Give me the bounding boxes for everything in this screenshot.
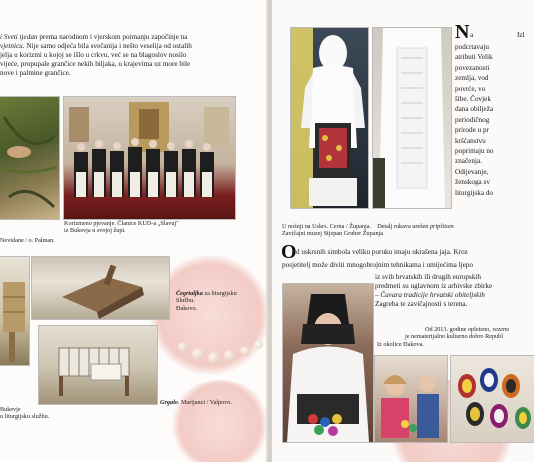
cegrtaljka-caption-text: Đakovo. — [176, 304, 198, 312]
costume-photo — [290, 27, 369, 209]
palms-caption: Nevidane / o. Palman. — [0, 237, 55, 244]
sleeve-detail-illustration — [373, 28, 451, 208]
eggs-caption-text: Od 2013. godine opleteno, — [425, 326, 491, 333]
costume-caption — [282, 223, 534, 238]
dropcap-n: N — [455, 21, 470, 43]
grgalo-caption-text: . Marijanci / Valpovo. — [177, 399, 232, 406]
intro-paragraph — [0, 33, 262, 78]
decorative-bead — [224, 350, 235, 361]
column-line: prirode u pr — [455, 126, 489, 135]
intro-italic: i Sveti tjedan — [0, 33, 38, 41]
decorated-eggs-illustration — [451, 356, 534, 442]
intro-text: prema narodnom i vjerskom poimanju započinje na — [37, 33, 188, 41]
decorative-bead — [208, 352, 220, 364]
column-line: poprimaju no — [455, 147, 494, 156]
column-line: ženskoga sv — [455, 178, 490, 187]
costume-caption-text: Zavičajni muzej Stjepan Gruber Županja — [282, 230, 384, 238]
column-line: dana obilježa — [455, 105, 494, 114]
cegrtaljka-caption — [176, 290, 268, 312]
eggs-paragraph-line: Zagreba te zavičajnosti s terena. — [375, 300, 468, 308]
bukevje-caption-line: u liturgijsku službu. — [0, 413, 50, 421]
cegrtaljka-illustration — [32, 257, 169, 319]
eggs-caption-italic: vezeno — [490, 326, 510, 333]
right-column-text — [455, 42, 534, 198]
costume-caption-text: Detalj rukava urešen — [377, 223, 429, 230]
woman-decorating-eggs-photo — [282, 283, 374, 443]
decorative-flower — [170, 380, 268, 462]
costume-illustration — [291, 28, 368, 208]
eggs-caption-text: Iz okolice Đakova. — [377, 340, 424, 348]
children-illustration — [375, 356, 447, 442]
choir-caption-line: iz Bukevja u svojoj župi. — [64, 227, 126, 235]
column-line: liturgijska do — [455, 188, 494, 197]
grgalo-caption-title: Grgalo — [160, 399, 178, 406]
eggs-paragraph-line: – Čuvara tradicije hrvatski obiteljskih — [375, 291, 485, 299]
intro-text: vijeće, propupale grančice nekih biljaka, u krajevima uz more bile — [0, 60, 191, 68]
eggs-paragraph-line: predmeti su uglavnom iz arhivske zbirke — [375, 282, 493, 290]
children-photo — [374, 355, 448, 443]
bukevje-caption-line: Bukevje — [0, 406, 21, 413]
intro-text: . Nije samo odjeća bila svečanija i nešto veselija od ostalih — [22, 42, 192, 50]
decorated-eggs-photo — [450, 355, 534, 443]
intro-italic: vjetnicu — [0, 42, 23, 50]
eggs-caption-text: je nematerijalno kulturno dobro Republ — [405, 333, 503, 341]
decorative-bead — [240, 346, 250, 356]
decorative-bead — [254, 340, 263, 349]
palm-branches-photo — [0, 96, 60, 220]
column-line: atributi Velik — [455, 53, 493, 62]
choir-caption-line: Korizmeno pjevanje. Članice KUD-a „Slavuj" — [64, 220, 179, 227]
grgalo-photo — [38, 325, 158, 405]
wooden-object-photo — [0, 256, 30, 366]
choir-illustration — [64, 97, 235, 219]
column-word: a — [470, 31, 474, 39]
intro-text: nove i palmine grančice. — [0, 69, 71, 77]
sleeve-detail-photo — [372, 27, 452, 209]
column-word: Izl — [517, 31, 525, 39]
eggs-paragraph-line: d uskrsnih simbola veliku poruku imaju ukrašena jaja. Kroz — [296, 248, 468, 256]
column-line: podcrtavaju — [455, 43, 489, 51]
costume-caption-italic: pripšitom — [429, 223, 454, 230]
bukevje-caption — [0, 406, 80, 421]
cegrtaljka-photo — [31, 256, 170, 320]
decorative-bead — [192, 348, 204, 360]
column-line: Odijevanje, — [455, 167, 489, 176]
column-line: kršćanstvu — [455, 136, 486, 145]
woman-illustration — [283, 284, 373, 442]
column-line: šibe. Čovjek — [455, 95, 491, 104]
decorative-bead — [178, 342, 188, 352]
column-line: povezanosti — [455, 63, 490, 72]
eggs-paragraph-continued — [375, 273, 534, 309]
palm-leaves-illustration — [0, 97, 59, 219]
column-line: značenja. — [455, 157, 482, 166]
cegrtaljka-caption-title: Čegrtaljka — [176, 290, 203, 297]
eggs-paragraph-line: posjetitelj može diviti mnogobrojnim tehnikama i umijećima ljepo — [282, 261, 474, 269]
right-page — [272, 0, 534, 462]
wooden-rattle-illustration — [0, 257, 29, 365]
choir-photo — [63, 96, 236, 220]
intro-text: jelja u korizmi u kojoj se išlo u crkvu, već se na blagoslov nosilo — [0, 51, 187, 59]
cegrtaljka-caption-text: za liturgijsku — [202, 290, 237, 297]
eggs-paragraph-line: iz svih hrvatskih ili drugih europskih — [375, 273, 482, 281]
column-line: periodičnog — [455, 115, 490, 124]
dropcap-o: O — [281, 241, 297, 263]
grgalo-illustration — [39, 326, 157, 404]
column-line: zemlja, vod — [455, 74, 489, 83]
choir-caption — [64, 220, 234, 235]
eggs-caption — [377, 326, 534, 348]
column-line: povrće, vo — [455, 84, 486, 93]
cegrtaljka-caption-text: Službu. — [176, 297, 195, 305]
grgalo-caption — [160, 399, 268, 406]
costume-caption-text: U nošnji na Uskrs. Cerna / Županja. — [282, 223, 372, 230]
